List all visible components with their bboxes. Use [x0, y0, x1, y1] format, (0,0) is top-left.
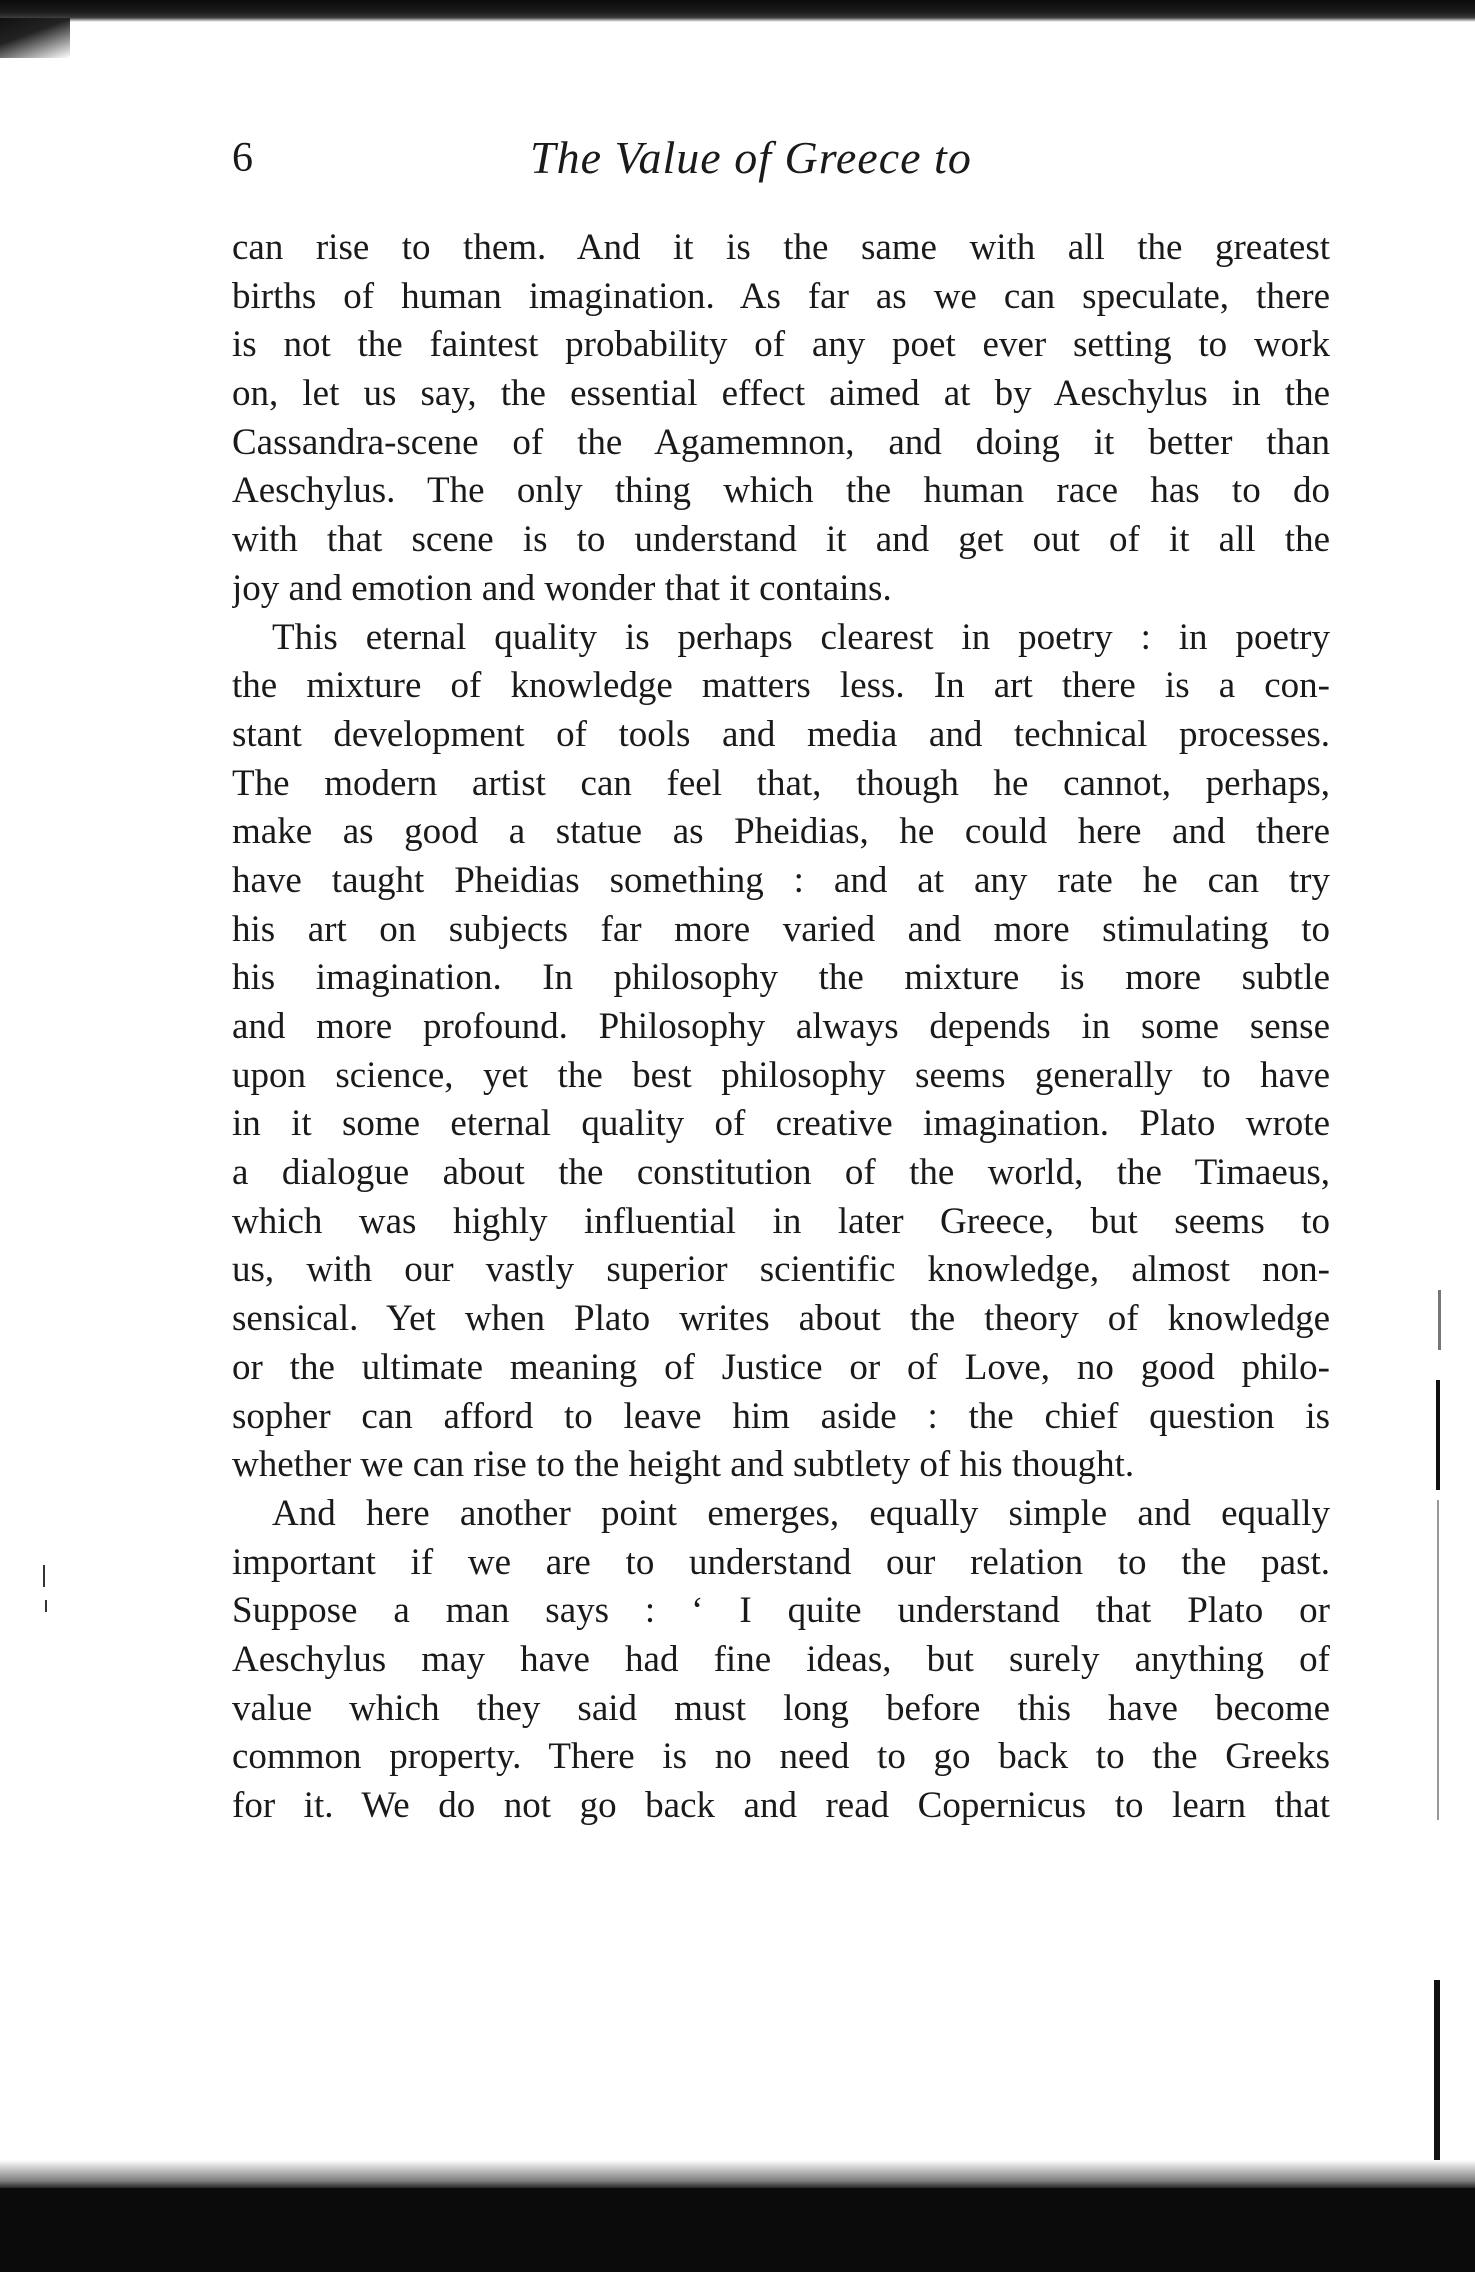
text-line: make as good a statue as Pheidias, he could here and there	[232, 811, 1330, 853]
text-line: sopher can afford to leave him aside : the chief question is	[232, 1395, 1330, 1437]
text-line: us, with our vastly superior scientific knowledge, almost non-	[232, 1249, 1330, 1291]
scan-bottom-border	[0, 2188, 1475, 2272]
text-line: sensical. Yet when Plato writes about the theory of knowledge	[232, 1298, 1330, 1340]
text-line: can rise to them. And it is the same with all the greatest	[232, 227, 1330, 268]
text-line: whether we can rise to the height and subtlety of his thought.	[232, 1444, 1135, 1486]
text-line: his art on subjects far more varied and more stimulating to	[232, 908, 1330, 950]
scan-edge-mark	[1434, 1980, 1440, 2160]
text-line: joy and emotion and wonder that it contains.	[232, 567, 892, 609]
page-number: 6	[232, 135, 253, 181]
text-line: The modern artist can feel that, though he cannot, perhaps,	[232, 762, 1330, 804]
scan-edge-mark	[1437, 1500, 1439, 1820]
text-line: upon science, yet the best philosophy seems generally to have	[232, 1054, 1330, 1096]
text-line: which was highly influential in later Greece, but seems to	[232, 1200, 1330, 1242]
text-line: and more profound. Philosophy always depends in some sense	[232, 1006, 1330, 1047]
text-line: This eternal quality is perhaps clearest in poetry : in poetry	[272, 616, 1330, 658]
running-title: The Value of Greece to	[530, 132, 972, 183]
text-line: Cassandra-scene of the Agamemnon, and doing it better than	[232, 421, 1330, 463]
text-line: have taught Pheidias something : and at any rate he can try	[232, 859, 1330, 901]
text-line: his imagination. In philosophy the mixture is more subtle	[232, 957, 1330, 999]
scan-edge-mark	[43, 1565, 45, 1587]
text-line: Suppose a man says : ‘ I quite understand that Plato or	[232, 1590, 1330, 1632]
text-line: important if we are to understand our relation to the past.	[232, 1541, 1330, 1583]
text-line: value which they said must long before this have become	[232, 1687, 1330, 1729]
text-line: is not the faintest probability of any poet ever setting to work	[232, 324, 1330, 366]
text-line: with that scene is to understand it and get out of it all the	[232, 519, 1330, 561]
text-line: for it. We do not go back and read Copernicus to learn that	[232, 1785, 1330, 1826]
text-line: in it some eternal quality of creative imagination. Plato wrote	[232, 1103, 1330, 1145]
text-line: And here another point emerges, equally simple and equally	[272, 1492, 1330, 1534]
scan-edge-mark	[1438, 1290, 1441, 1350]
text-line: on, let us say, the essential effect aimed at by Aeschylus in the	[232, 373, 1330, 415]
body-text	[232, 224, 1330, 1831]
text-line: stant development of tools and media and technical processes.	[232, 713, 1330, 755]
text-line: common property. There is no need to go back to the Greeks	[232, 1736, 1330, 1778]
scan-bottom-fade	[0, 2160, 1475, 2190]
scan-top-border	[0, 0, 1475, 22]
text-line: Aeschylus may have had fine ideas, but surely anything of	[232, 1638, 1330, 1680]
scan-edge-mark	[45, 1600, 47, 1612]
text-line: births of human imagination. As far as we can speculate, there	[232, 275, 1330, 317]
text-line: Aeschylus. The only thing which the human race has to do	[232, 470, 1330, 512]
text-line: a dialogue about the constitution of the world, the Timaeus,	[232, 1152, 1330, 1194]
text-line: the mixture of knowledge matters less. In art there is a con-	[232, 665, 1330, 707]
scan-corner-shadow	[0, 18, 70, 58]
page-header	[0, 128, 1475, 188]
text-line: or the ultimate meaning of Justice or of Love, no good philo-	[232, 1346, 1330, 1388]
scan-edge-mark	[1436, 1380, 1440, 1490]
